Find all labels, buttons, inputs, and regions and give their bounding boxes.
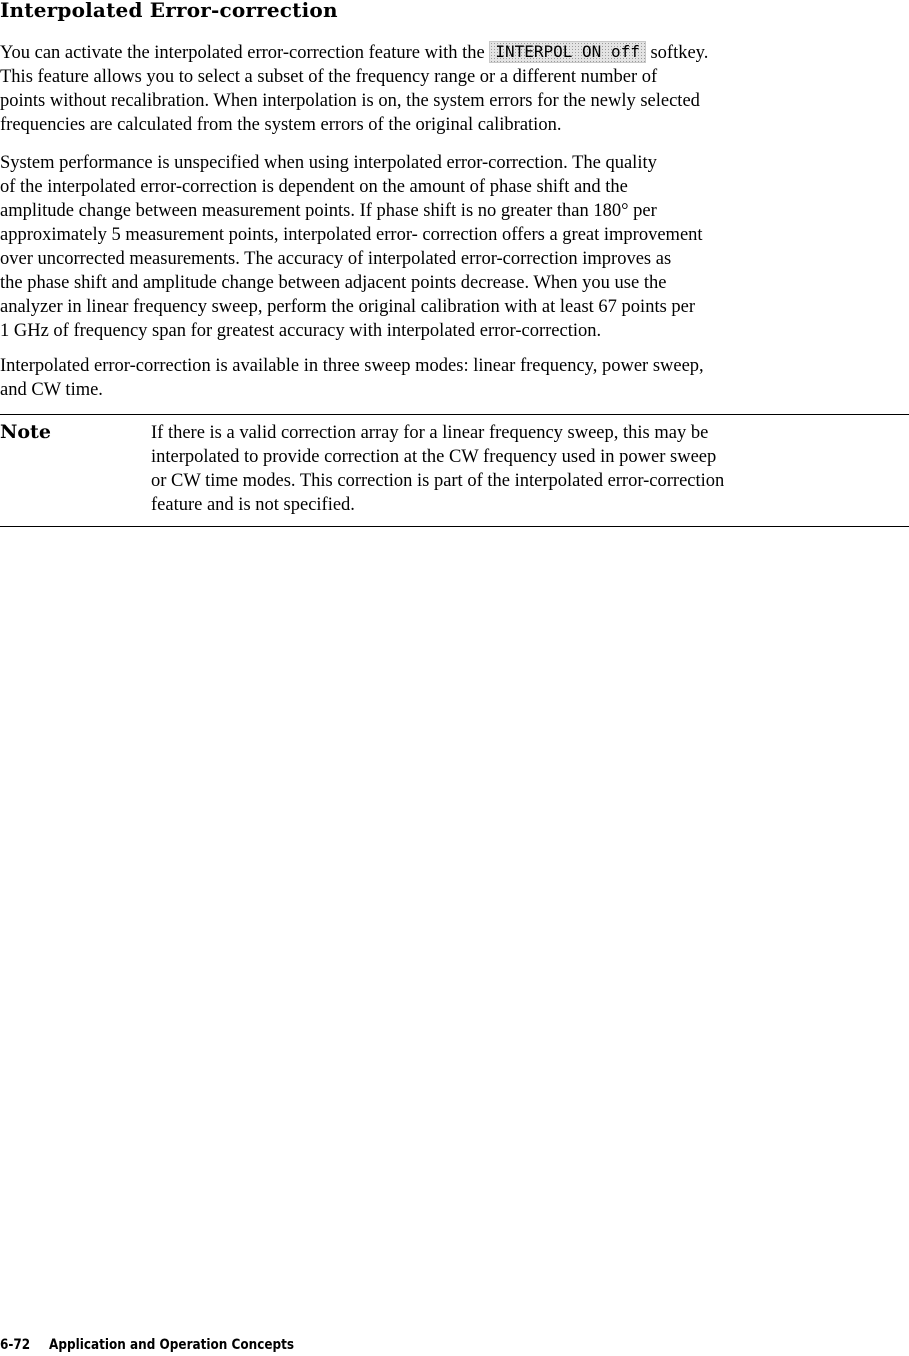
paragraph-line: This feature allows you to select a subset of the frequency range or a different number of: [0, 67, 658, 87]
paragraph-line: approximately 5 measurement points, interpolated error- correction offers a great improvement: [0, 225, 703, 245]
sweep-modes-paragraph: [0, 354, 909, 402]
note-line: feature and is not specified.: [151, 495, 355, 515]
paragraph-text: softkey.: [645, 43, 709, 63]
paragraph-line: analyzer in linear frequency sweep, perform the original calibration with at least 67 points per: [0, 297, 696, 317]
paragraph-line: the phase shift and amplitude change between adjacent points decrease. When you use the: [0, 273, 667, 293]
note-top-rule: [0, 414, 909, 415]
paragraph-line: amplitude change between measurement points. If phase shift is no greater than 180° per: [0, 201, 657, 221]
paragraph-line: over uncorrected measurements. The accuracy of interpolated error-correction improves as: [0, 249, 672, 269]
paragraph-text: You can activate the interpolated error-correction feature with the: [0, 43, 490, 63]
chapter-title: Application and Operation Concepts: [49, 1337, 295, 1353]
note-line: If there is a valid correction array for a linear frequency sweep, this may be: [151, 423, 709, 443]
note-body: [151, 421, 901, 517]
paragraph-line: 1 GHz of frequency span for greatest accuracy with interpolated error-correction.: [0, 321, 602, 341]
page-number: 6-72: [0, 1337, 31, 1353]
paragraph-line: [0, 41, 909, 65]
note-label: Note: [0, 421, 51, 443]
paragraph-line: System performance is unspecified when using interpolated error-correction. The quality: [0, 153, 657, 173]
intro-paragraph: [0, 41, 909, 137]
paragraph-line: frequencies are calculated from the system errors of the original calibration.: [0, 115, 562, 135]
section-title: Interpolated Error-correction: [0, 0, 338, 22]
paragraph-line: points without recalibration. When interpolation is on, the system errors for the newly selected: [0, 91, 700, 111]
note-line: or CW time modes. This correction is part of the interpolated error-correction: [151, 471, 725, 491]
note-bottom-rule: [0, 526, 909, 527]
paragraph-line: of the interpolated error-correction is dependent on the amount of phase shift and the: [0, 177, 628, 197]
paragraph-line: Interpolated error-correction is available in three sweep modes: linear frequency, power sweep,: [0, 356, 704, 376]
paragraph-line: and CW time.: [0, 380, 103, 400]
performance-paragraph: [0, 151, 909, 343]
note-line: interpolated to provide correction at the CW frequency used in power sweep: [151, 447, 717, 467]
page-footer: [0, 1335, 294, 1355]
interpol-softkey: INTERPOL ON off: [489, 41, 646, 63]
